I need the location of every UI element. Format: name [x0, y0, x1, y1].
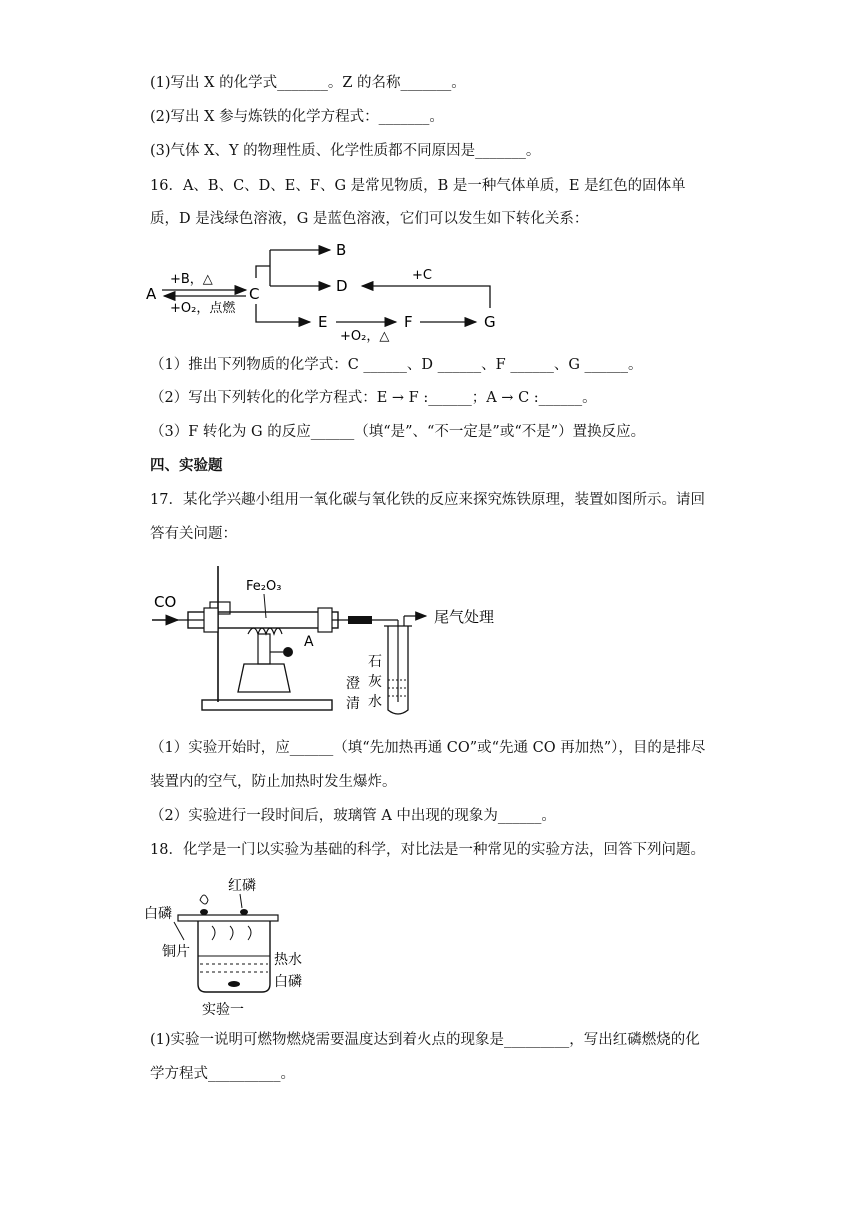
- q15-part3: (3)气体 X、Y 的物理性质、化学性质都不同原因是_______。: [150, 143, 541, 159]
- q18-part1-line1: (1)实验一说明可燃物燃烧需要温度达到着火点的现象是_________，写出红磷燃烧的化: [150, 1032, 700, 1048]
- co-label: CO: [154, 593, 177, 611]
- q18-experiment-figure: [140, 870, 320, 1020]
- copper-plate-label: 铜片: [162, 944, 190, 960]
- node-e: E: [318, 313, 328, 331]
- q18-part1-line2: 学方程式__________。: [150, 1066, 295, 1082]
- node-f: F: [404, 313, 413, 331]
- limewater-char-4: 灰: [368, 674, 382, 690]
- red-phosphorus-label: 红磷: [228, 878, 256, 894]
- node-g: G: [484, 313, 496, 331]
- cond-g-to-d: +C: [412, 268, 432, 283]
- node-d: D: [336, 277, 348, 295]
- node-c: C: [249, 285, 260, 303]
- white-phosphorus-water-label: 白磷: [274, 974, 302, 990]
- limewater-char-1: 澄: [346, 676, 360, 692]
- q18-stem: 18．化学是一门以实验为基础的科学，对比法是一种常见的实验方法，回答下列问题。: [150, 842, 705, 858]
- fe2o3-label: Fe₂O₃: [246, 579, 282, 594]
- tube-a-label: A: [304, 634, 314, 650]
- q17-stem-line2: 答有关问题：: [150, 526, 237, 542]
- q17-sub1-line1: （1）实验开始时，应______（填“先加热再通 CO”或“先通 CO 再加热”），目的是排尽: [150, 740, 706, 756]
- q16-sub3: （3）F 转化为 G 的反应______（填“是”、“不一定是”或“不是”）置换反应。: [150, 424, 646, 440]
- q16-sub2: （2）写出下列转化的化学方程式：E → F :______；A → C :______。: [150, 390, 597, 406]
- white-phosphorus-top-label: 白磷: [144, 906, 172, 922]
- section-heading: 四、实验题: [150, 458, 223, 474]
- tail-gas-label: 尾气处理: [434, 608, 495, 626]
- q17-sub2: （2）实验进行一段时间后，玻璃管 A 中出现的现象为______。: [150, 808, 556, 824]
- q15-part2: (2)写出 X 参与炼铁的化学方程式：_______。: [150, 109, 444, 125]
- cond-a-to-c: +B，△: [170, 272, 213, 287]
- limewater-char-5: 水: [368, 694, 382, 710]
- node-b: B: [336, 241, 347, 259]
- node-a: A: [146, 285, 157, 303]
- limewater-char-3: 石: [368, 654, 382, 670]
- q16-stem-line2: 质，D 是浅绿色溶液，G 是蓝色溶液，它们可以发生如下转化关系：: [150, 211, 589, 227]
- q15-part1: (1)写出 X 的化学式_______。Z 的名称_______。: [150, 75, 466, 91]
- q16-stem-line1: 16．A、B、C、D、E、F、G 是常见物质，B 是一种气体单质，E 是红色的固体单: [150, 178, 686, 194]
- cond-e-to-f: +O₂，△: [340, 329, 390, 344]
- q17-apparatus-figure: [148, 562, 508, 722]
- q16-conversion-diagram: [140, 236, 520, 346]
- q17-sub1-line2: 装置内的空气，防止加热时发生爆炸。: [150, 774, 397, 790]
- cond-c-to-a: +O₂，点燃: [170, 301, 236, 316]
- q16-sub1: （1）推出下列物质的化学式：C ______、D ______、F ______、G ______。: [150, 357, 643, 373]
- experiment-caption: 实验一: [202, 1002, 244, 1018]
- q17-stem-line1: 17．某化学兴趣小组用一氧化碳与氧化铁的反应来探究炼铁原理，装置如图所示。请回: [150, 492, 705, 508]
- limewater-char-2: 清: [346, 696, 360, 712]
- hot-water-label: 热水: [274, 952, 302, 968]
